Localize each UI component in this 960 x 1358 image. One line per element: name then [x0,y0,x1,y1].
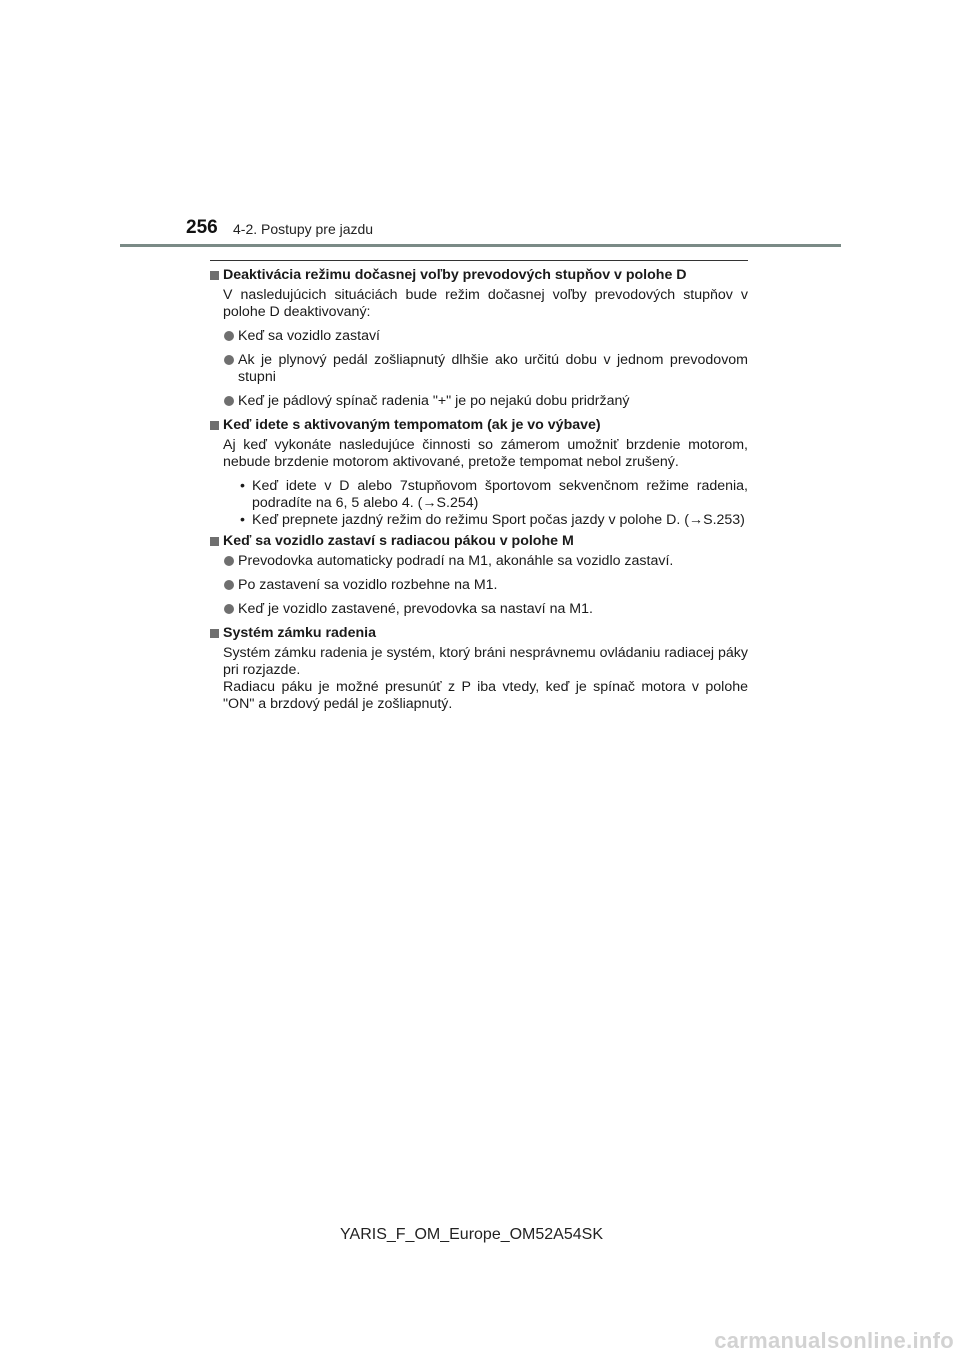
sub-item: • Keď idete v D alebo 7stupňovom športovom sekvenčnom režime radenia, podradíte na 6, 5 alebo 4. (→S.254) [210,478,748,512]
footer-code: YARIS_F_OM_Europe_OM52A54SK [340,1226,603,1243]
section-heading: Keď idete s aktivovaným tempomatom (ak je vo výbave) [210,417,748,434]
bullet-item: Ak je plynový pedál zošliapnutý dlhšie ako určitú dobu v jednom prevodovom stupni [210,352,748,386]
section-paragraph: Radiacu páku je možné presunúť z P iba vtedy, keď je spínač motora v polohe "ON" a brzdový pedál je zošliapnutý. [223,679,748,712]
content [210,267,748,720]
section-heading: Systém zámku radenia [210,625,748,642]
section-paragraph: Systém zámku radenia je systém, ktorý bráni nesprávnemu ovládaniu radiacej páky pri rozjazde. [223,645,748,678]
section-title: 4-2. Postupy pre jazdu [233,221,374,237]
bullet-item: Po zastavení sa vozidlo rozbehne na M1. [210,577,748,594]
content-rule [210,260,748,261]
section-paragraph: Aj keď vykonáte nasledujúce činnosti so zámerom umožniť brzdenie motorom, nebude brzdenie motorom aktivované, pretože tempomat nebol zrušený. [223,437,748,470]
sub-item: • Keď prepnete jazdný režim do režimu Sport počas jazdy v polohe D. (→S.253) [210,512,748,529]
sub-list [210,478,748,529]
bullet-item: Keď je vozidlo zastavené, prevodovka sa nastaví na M1. [210,601,748,618]
header-rule [120,244,841,247]
watermark: carmanualsonline.info [714,1328,954,1353]
section-paragraph: V nasledujúcich situáciách bude režim dočasnej voľby prevodových stupňov v polohe D deaktivovaný: [223,287,748,320]
page-number: 256 [186,217,218,238]
bullet-item: Keď sa vozidlo zastaví [210,328,748,345]
bullet-item: Prevodovka automaticky podradí na M1, akonáhle sa vozidlo zastaví. [210,553,748,570]
section-heading: Deaktivácia režimu dočasnej voľby prevodových stupňov v polohe D [210,267,748,284]
section-heading: Keď sa vozidlo zastaví s radiacou pákou v polohe M [210,533,748,550]
bullet-item: Keď je pádlový spínač radenia "+" je po nejakú dobu pridržaný [210,393,748,410]
